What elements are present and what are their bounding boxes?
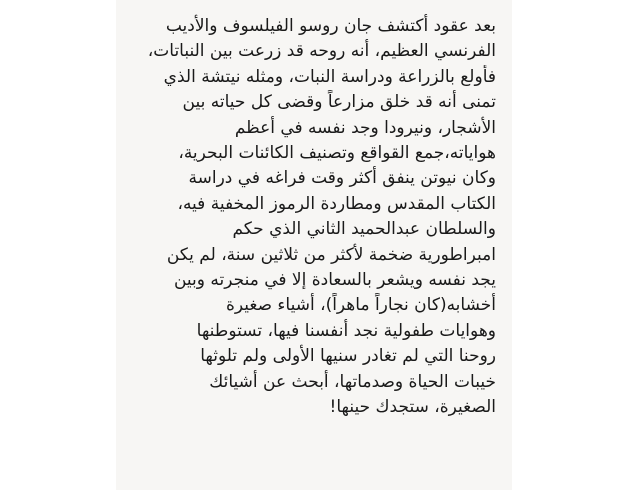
note-line: هواياته،جمع القواقع وتصنيف الكائنات البحرية،	[178, 143, 496, 164]
note-line: الفرنسي العظيم، أنه روحه قد زرعت بين النباتات،	[147, 41, 496, 62]
note-line: فأولع بالزراعة ودراسة النبات، ومثله نيتشة الذي	[163, 66, 496, 87]
note-line: خيبات الحياة وصدماتها، أبحث عن أشيائك	[209, 371, 496, 392]
note-card	[116, 0, 512, 490]
note-line: الصغيرة، ستجدك حينها!	[329, 397, 496, 418]
note-line: والسلطان عبدالحميد الثاني الذي حكم	[232, 219, 496, 240]
note-line: الكتاب المقدس ومطاردة الرموز المخفية فيه،	[177, 193, 496, 214]
note-text	[132, 14, 496, 421]
note-line: وكان نيوتن ينفق أكثر وقت فراغه في دراسة	[188, 168, 496, 189]
note-line: روحنا التي لم تغادر سنيها الأولى ولم تلوثها	[200, 346, 496, 367]
note-line: يجد نفسه ويشعر بالسعادة إلا في منجرته وبين	[173, 270, 496, 291]
note-line: امبراطورية ضخمة لأكثر من ثلاثين سنة، لم يكن	[166, 244, 496, 265]
note-line: تمنى أنه قد خلق مزارعاً وقضى كل حياته بين	[182, 92, 496, 113]
note-line: بعد عقود أكتشف جان روسو الفيلسوف والأديب	[165, 16, 496, 36]
note-line: الأشجار، ونيرودا وجد نفسه في أعظم	[234, 117, 496, 138]
note-line: وهوايات طفولية نجد أنفسنا فيها، تستوطنها	[196, 320, 496, 341]
note-line: أخشابه(كان نجاراً ماهراً)، أشياء صغيرة	[225, 295, 496, 316]
